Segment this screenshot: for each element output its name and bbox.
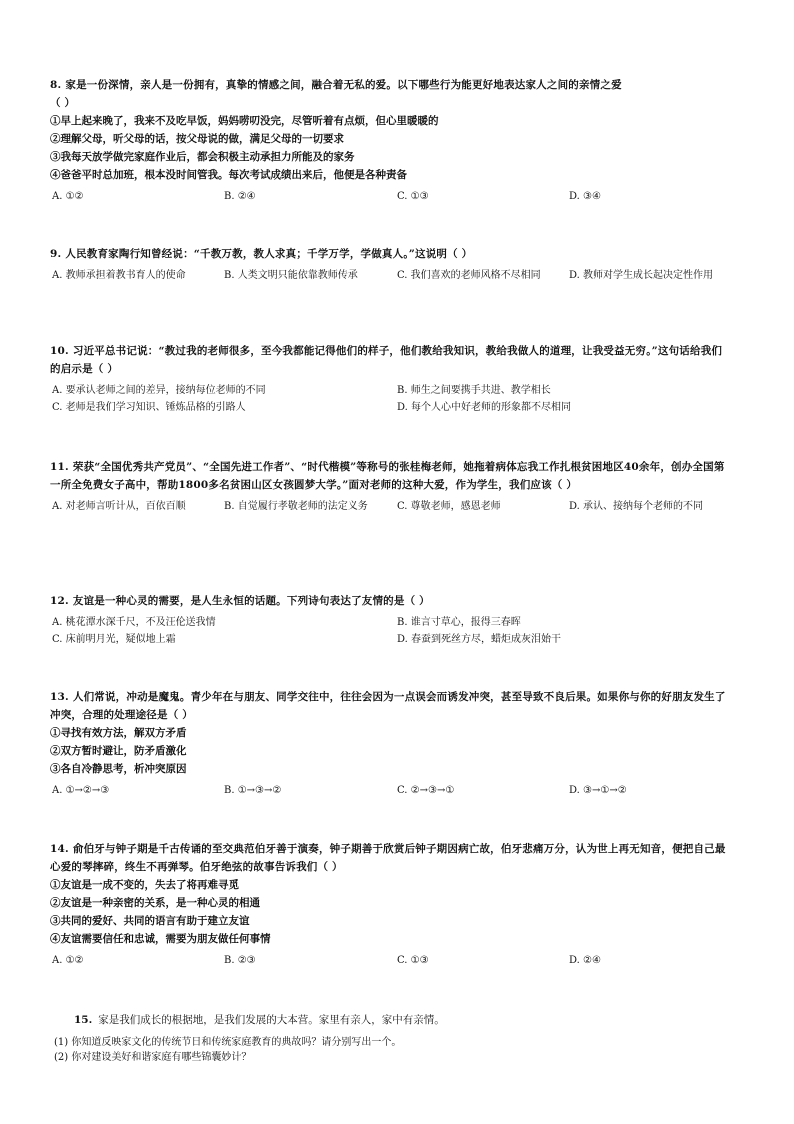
answer-blank[interactable]: （ ）: [50, 97, 76, 109]
question-text: 人民教育家陶行知曾经说：“千教万教，教人求真；千学万学，学做真人。”这说明（ ）: [65, 248, 473, 260]
options: [50, 952, 730, 986]
question-14-stem: [50, 840, 730, 876]
sub-question-1: (1) 你知道反映家文化的传统节日和传统家庭教育的典故吗？请分别写出一个。: [54, 1037, 402, 1048]
option-d[interactable]: D. 承认、接纳每个老师的不同: [569, 501, 704, 512]
question-text: 习近平总书记说：“教过我的老师很多，至今我都能记得他们的样子，他们教给我知识，教给我做人的道理，让我受益无穷。”这句话给我们的启示是（ ）: [50, 345, 723, 375]
statement-item: ③共同的爱好、共同的语言有助于建立友谊: [50, 915, 250, 927]
option-b[interactable]: B. ②③: [224, 955, 256, 966]
question-text: 家是我们成长的根据地，是我们发展的大本营。家里有亲人，家中有亲情。: [98, 1014, 445, 1026]
question-15-stem: [74, 1012, 740, 1029]
option-b[interactable]: B. 人类文明只能依靠教师传承: [224, 270, 358, 281]
question-14: [50, 840, 730, 986]
option-d[interactable]: D. ②④: [569, 955, 601, 966]
question-text: 荣获“全国优秀共产党员”、“全国先进工作者”、“时代楷模”等称号的张桂梅老师，她拖着病体忘我工作扎根贫困地区40余年，创办全国第一所全免费女子高中，帮助1800多名贫困山区女孩圆梦大学。”面对老师的这种大爱，作为学生，我们应该（ ）: [50, 461, 725, 491]
question-number: 11.: [50, 461, 69, 473]
option-b[interactable]: B. ①→③→②: [224, 785, 282, 796]
question-13: [50, 688, 730, 816]
option-a[interactable]: A. 对老师言听计从，百依百顺: [52, 501, 186, 512]
question-8: [50, 76, 730, 222]
statement-item: ④爸爸平时总加班，根本没时间管我。每次考试成绩出来后，他便是各种责备: [50, 169, 407, 181]
option-c[interactable]: C. 我们喜欢的老师风格不尽相同: [397, 270, 541, 281]
question-13-stem: [50, 688, 730, 724]
statement-item: ①早上起来晚了，我来不及吃早饭，妈妈唠叨没完，尽管听着有点烦，但心里暖暖的: [50, 115, 439, 127]
option-c[interactable]: C. ①③: [397, 191, 429, 202]
options: [50, 267, 730, 301]
options: [50, 382, 730, 416]
question-number: 15.: [74, 1014, 93, 1026]
option-a[interactable]: A. ①→②→③: [52, 785, 110, 796]
question-11: [50, 458, 730, 532]
option-d[interactable]: D. ③→①→②: [569, 785, 627, 796]
statement-item: ②理解父母，听父母的话，按父母说的做，满足父母的一切要求: [50, 133, 344, 145]
question-number: 9.: [50, 248, 62, 260]
question-10: [50, 342, 730, 416]
question-15: [50, 1012, 740, 1065]
question-9: [50, 245, 730, 301]
options: [50, 782, 730, 816]
statement-item: ①友谊是一成不变的，失去了将再难寻觅: [50, 879, 239, 891]
option-b[interactable]: B. 自觉履行孝敬老师的法定义务: [224, 501, 368, 512]
question-9-stem: [50, 245, 730, 263]
statement-item: ③各自冷静思考，析冲突原因: [50, 763, 187, 775]
statement-item: ④友谊需要信任和忠诚，需要为朋友做任何事情: [50, 933, 271, 945]
statement-item: ③我每天放学做完家庭作业后，都会积极主动承担力所能及的家务: [50, 151, 355, 163]
question-number: 12.: [50, 595, 69, 607]
question-8-stem: [50, 76, 730, 94]
option-b[interactable]: B. 谁言寸草心，报得三春晖: [397, 617, 521, 628]
question-10-stem: [50, 342, 730, 378]
question-text: 俞伯牙与钟子期是千古传诵的至交典范伯牙善于演奏，钟子期善于欣赏后钟子期因病亡故，伯牙悲痛万分，认为世上再无知音，便把自己最心爱的琴摔碎，终生不再弹琴。伯牙绝弦的故事告诉我们（ ）: [50, 843, 726, 873]
option-d[interactable]: D. 教师对学生成长起决定性作用: [569, 270, 714, 281]
question-text: 友谊是一种心灵的需要，是人生永恒的话题。下列诗句表达了友情的是（ ）: [72, 595, 430, 607]
options: [50, 614, 730, 648]
option-c[interactable]: C. ①③: [397, 955, 429, 966]
question-text: 家是一份深情，亲人是一份拥有，真挚的情感之间，融合着无私的爱。以下哪些行为能更好地表达家人之间的亲情之爱: [65, 79, 622, 91]
option-d[interactable]: D. 春蚕到死丝方尽，蜡炬成灰泪始干: [397, 634, 562, 645]
options: [50, 498, 730, 532]
question-number: 8.: [50, 79, 62, 91]
question-text: 人们常说，冲动是魔鬼。青少年在与朋友、同学交往中，往往会因为一点误会而诱发冲突，甚至导致不良后果。如果你与你的好朋友发生了冲突，合理的处理途径是（ ）: [50, 691, 726, 721]
question-11-stem: [50, 458, 730, 494]
option-c[interactable]: C. 尊敬老师，感恩老师: [397, 501, 501, 512]
question-number: 13.: [50, 691, 69, 703]
option-a[interactable]: A. 教师承担着教书育人的使命: [52, 270, 186, 281]
option-d[interactable]: D. 每个人心中好老师的形象都不尽相同: [397, 402, 572, 413]
question-12-stem: [50, 592, 730, 610]
option-d[interactable]: D. ③④: [569, 191, 601, 202]
question-12: [50, 592, 730, 648]
option-a[interactable]: A. 要承认老师之间的差异，接纳每位老师的不同: [52, 385, 266, 396]
statement-item: ②友谊是一种亲密的关系，是一种心灵的相通: [50, 897, 260, 909]
option-b[interactable]: B. 师生之间要携手共进、教学相长: [397, 385, 551, 396]
sub-question-2: (2) 你对建设美好和谐家庭有哪些锦囊妙计？: [54, 1052, 252, 1063]
option-a[interactable]: A. ①②: [52, 191, 84, 202]
option-b[interactable]: B. ②④: [224, 191, 256, 202]
option-c[interactable]: C. ②→③→①: [397, 785, 455, 796]
statement-item: ①寻找有效方法，解双方矛盾: [50, 727, 187, 739]
option-c[interactable]: C. 老师是我们学习知识、锤炼品格的引路人: [52, 402, 246, 413]
statement-item: ②双方暂时避让，防矛盾激化: [50, 745, 187, 757]
option-a[interactable]: A. 桃花潭水深千尺，不及汪伦送我情: [52, 617, 216, 628]
question-number: 14.: [50, 843, 69, 855]
option-a[interactable]: A. ①②: [52, 955, 84, 966]
option-c[interactable]: C. 床前明月光，疑似地上霜: [52, 634, 176, 645]
question-number: 10.: [50, 345, 69, 357]
options: [50, 188, 730, 222]
